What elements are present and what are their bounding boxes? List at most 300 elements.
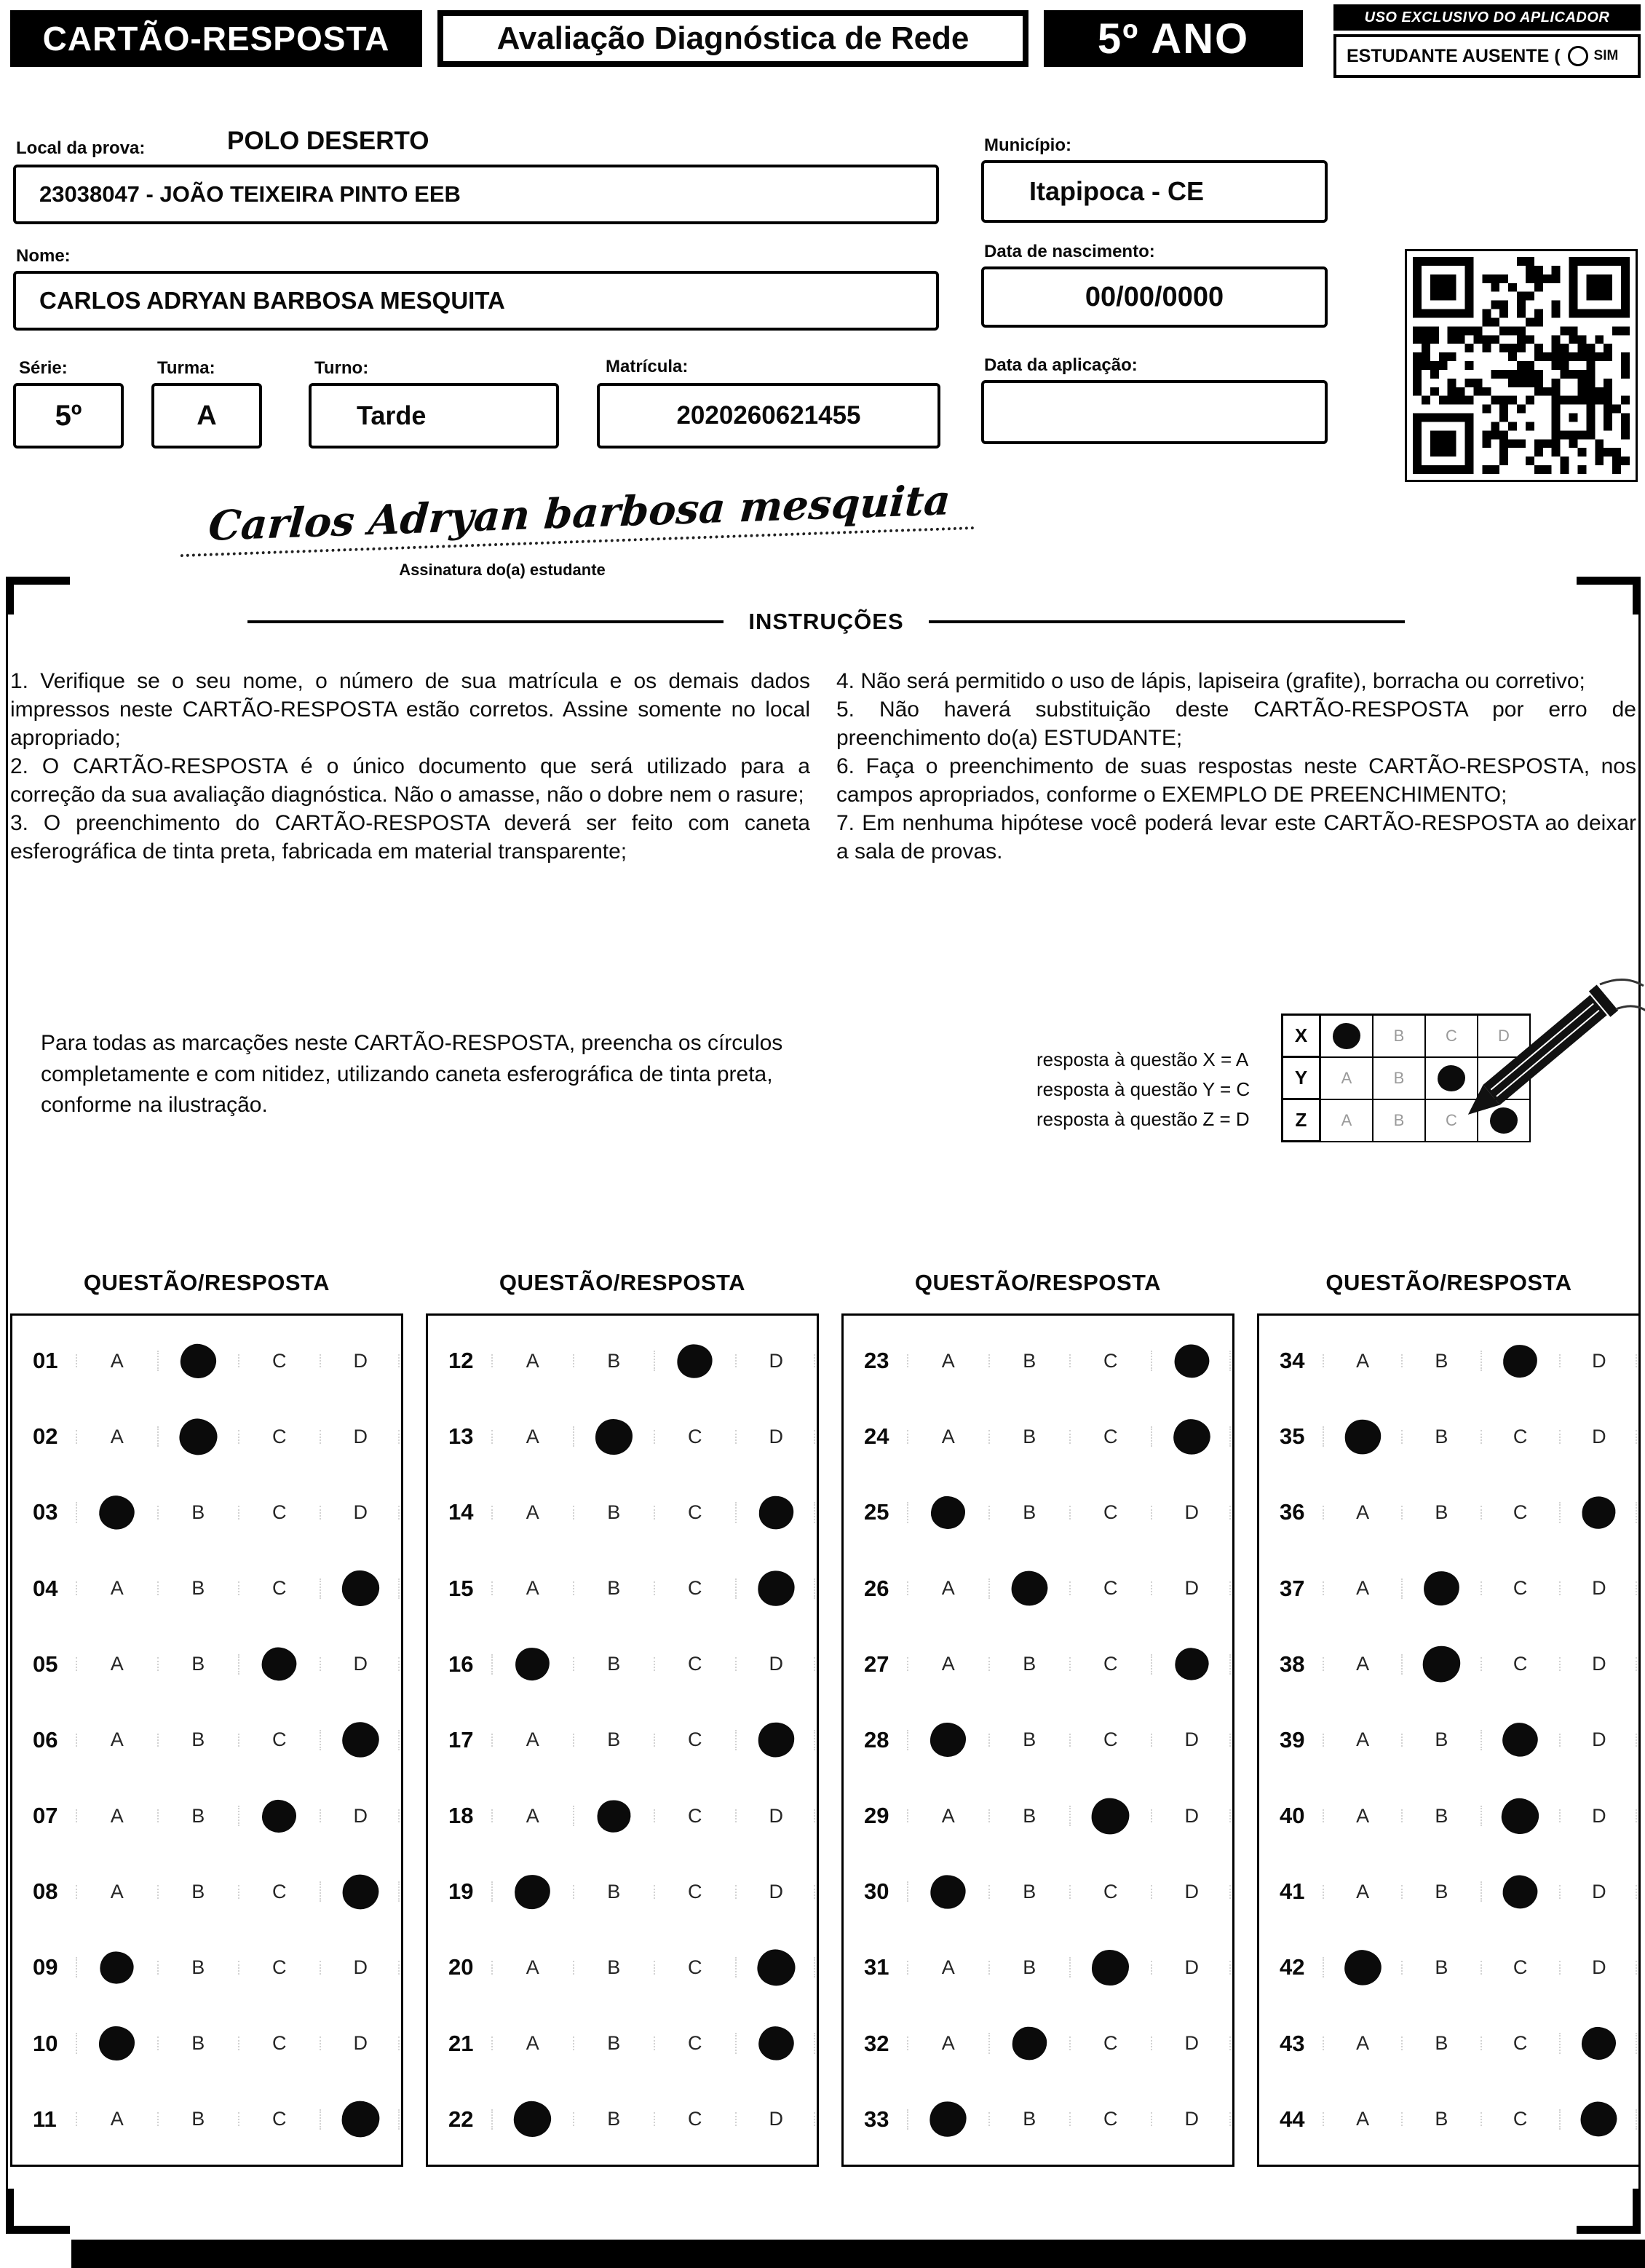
option-cell-a	[908, 1805, 989, 1828]
questao-resposta-header: QUESTÃO/RESPOSTA	[83, 1270, 330, 1295]
question-number: 08	[33, 1878, 58, 1905]
option-letter: C	[272, 1577, 287, 1600]
option-cell-c	[1481, 1956, 1560, 1979]
option-letter: B	[191, 1501, 205, 1523]
answer-row	[1259, 1402, 1638, 1471]
option-cell-c	[1070, 1881, 1152, 1903]
example-option-cell-b: B	[1374, 1016, 1426, 1058]
option-cell-c	[239, 1426, 320, 1448]
option-letter: C	[688, 1653, 702, 1675]
option-cell-b	[989, 1426, 1071, 1448]
answer-row	[12, 1477, 401, 1547]
option-cell-a	[1323, 1577, 1402, 1600]
option-cell-d	[1152, 1501, 1233, 1524]
option-cell-d	[1152, 2108, 1233, 2130]
question-number: 41	[1280, 1878, 1305, 1905]
option-letter: C	[272, 1349, 287, 1372]
question-number: 04	[33, 1575, 58, 1601]
pencil-icon	[1425, 958, 1645, 1156]
option-letter: C	[1103, 1880, 1118, 1902]
option-letter: A	[526, 1501, 539, 1523]
option-cell-a	[908, 1875, 989, 1909]
option-cell-d	[1560, 1350, 1638, 1372]
option-cell-b	[1402, 2108, 1480, 2130]
instructions-left	[10, 667, 810, 866]
turno-field: Tarde	[309, 383, 559, 449]
answer-row	[1259, 1326, 1638, 1396]
question-number: 05	[33, 1651, 58, 1677]
turno-label: Turno:	[314, 358, 369, 378]
option-cell-c	[1481, 1426, 1560, 1448]
question-number: 38	[1280, 1651, 1305, 1677]
answer-row	[428, 1705, 817, 1775]
question-number: 37	[1280, 1575, 1305, 1601]
assessment-title: Avaliação Diagnóstica de Rede	[437, 10, 1028, 67]
instructions-right	[836, 667, 1636, 866]
option-cell-d	[736, 1571, 817, 1605]
option-cell-c	[1070, 2108, 1152, 2130]
filled-bubble	[594, 1418, 633, 1456]
option-cell-a	[908, 1956, 989, 1979]
option-cell-b	[989, 1350, 1071, 1372]
filled-bubble	[1091, 1949, 1130, 1986]
option-letter: B	[1435, 2032, 1448, 2055]
question-number: 01	[33, 1348, 58, 1374]
question-number: 07	[33, 1803, 58, 1829]
option-cell-b	[1402, 1571, 1480, 1605]
option-letter: B	[1023, 1653, 1036, 1675]
option-cell-c	[1070, 2032, 1152, 2055]
student-absent-field	[1333, 34, 1641, 78]
answer-row	[428, 1781, 817, 1851]
option-cell-b	[1402, 1501, 1480, 1524]
filled-bubble	[756, 1720, 796, 1759]
filled-bubble	[755, 1947, 798, 1988]
option-cell-c	[1481, 1875, 1560, 1909]
filled-bubble	[677, 1343, 713, 1378]
filled-bubble	[930, 1875, 966, 1909]
municipio-label: Município:	[984, 135, 1071, 155]
example-option-cell-a: A	[1321, 1100, 1374, 1142]
answer-row	[12, 1629, 401, 1699]
question-number: 27	[864, 1651, 889, 1677]
option-cell-d	[736, 1495, 817, 1530]
answer-row	[428, 1554, 817, 1624]
option-cell-d	[1560, 2026, 1638, 2060]
option-cell-a	[492, 2032, 574, 2055]
option-letter: A	[941, 1577, 955, 1600]
option-letter: A	[1356, 1349, 1370, 1372]
answer-row	[844, 1705, 1232, 1775]
questao-resposta-header: QUESTÃO/RESPOSTA	[1325, 1270, 1572, 1295]
questao-resposta-header: QUESTÃO/RESPOSTA	[499, 1270, 746, 1295]
school-field: 23038047 - JOÃO TEIXEIRA PINTO EEB	[13, 165, 939, 224]
option-cell-a	[1323, 1881, 1402, 1903]
question-number: 29	[864, 1803, 889, 1829]
option-cell-c	[1070, 1350, 1152, 1372]
filled-bubble	[758, 1495, 795, 1530]
questao-resposta-header: QUESTÃO/RESPOSTA	[914, 1270, 1162, 1295]
local-da-prova-value: POLO DESERTO	[227, 127, 429, 155]
option-letter: D	[1184, 1880, 1199, 1902]
option-cell-a	[908, 1495, 989, 1530]
absent-bubble-icon	[1568, 46, 1588, 66]
example-option-cell-c: C	[1426, 1100, 1478, 1142]
option-letter: A	[110, 1349, 124, 1372]
option-letter: B	[1435, 1956, 1448, 1978]
data-nascimento-field: 00/00/0000	[981, 266, 1328, 328]
option-cell-d	[1560, 1653, 1638, 1675]
option-cell-a	[908, 1723, 989, 1757]
option-cell-d	[1152, 1956, 1233, 1979]
option-cell-a	[76, 1728, 158, 1751]
option-cell-b	[158, 1420, 239, 1454]
filled-bubble	[1092, 1798, 1130, 1834]
option-cell-b	[158, 2032, 239, 2055]
option-cell-a	[1323, 1501, 1402, 1524]
option-cell-d	[320, 1350, 402, 1372]
example-option-cell-b: B	[1374, 1058, 1426, 1100]
option-cell-d	[736, 1951, 817, 1985]
option-cell-b	[1402, 1805, 1480, 1828]
answer-row	[844, 1477, 1232, 1547]
filled-bubble	[1343, 1418, 1382, 1456]
answer-row	[428, 1629, 817, 1699]
option-letter: B	[191, 1577, 205, 1600]
option-cell-d	[1152, 1728, 1233, 1751]
example-option-cell-d: D	[1478, 1016, 1531, 1058]
option-letter: A	[526, 1425, 539, 1447]
aplicador-exclusive-bar: USO EXCLUSIVO DO APLICADOR	[1333, 4, 1641, 31]
option-cell-c	[239, 1501, 320, 1524]
turma-label: Turma:	[157, 358, 215, 378]
option-cell-c	[239, 1647, 320, 1681]
option-letter: B	[1435, 1501, 1448, 1523]
option-letter: D	[1184, 1804, 1199, 1827]
serie-label: Série:	[19, 358, 68, 378]
option-letter: D	[1184, 1956, 1199, 1978]
option-letter: B	[1023, 2108, 1036, 2130]
question-number: 28	[864, 1726, 889, 1753]
card-title: CARTÃO-RESPOSTA	[10, 10, 422, 67]
filled-bubble	[595, 1798, 633, 1834]
answer-row	[844, 1326, 1232, 1396]
option-letter: A	[110, 1577, 124, 1600]
question-number: 26	[864, 1575, 889, 1601]
filled-bubble	[1500, 1720, 1540, 1759]
option-letter: D	[353, 1349, 368, 1372]
option-cell-d	[1152, 1344, 1233, 1378]
question-number: 35	[1280, 1423, 1305, 1450]
answer-row	[844, 1629, 1232, 1699]
nome-label: Nome:	[16, 246, 71, 266]
answer-row	[12, 1705, 401, 1775]
filled-bubble	[1011, 2026, 1047, 2061]
instructions-title: INSTRUÇÕES	[748, 609, 904, 634]
question-number: 25	[864, 1499, 889, 1525]
data-aplicacao-field	[981, 380, 1328, 444]
option-cell-b	[574, 1420, 655, 1454]
option-cell-d	[320, 1956, 402, 1979]
option-cell-c	[654, 2032, 736, 2055]
matricula-field: 2020260621455	[597, 383, 940, 449]
filled-bubble	[98, 1494, 137, 1532]
option-cell-d	[1152, 1420, 1233, 1454]
question-number: 19	[448, 1878, 474, 1905]
option-cell-a	[76, 1350, 158, 1372]
corner-mark-top-right	[1577, 577, 1641, 615]
option-cell-c	[654, 1577, 736, 1600]
question-number: 22	[448, 2106, 474, 2132]
question-number: 42	[1280, 1954, 1305, 1980]
option-cell-b	[158, 2108, 239, 2130]
option-cell-a	[1323, 2032, 1402, 2055]
option-letter: B	[1023, 1425, 1036, 1447]
option-cell-b	[989, 1805, 1071, 1828]
option-cell-b	[989, 2108, 1071, 2130]
absent-option-label: SIM	[1593, 48, 1619, 63]
option-cell-a	[492, 1426, 574, 1448]
option-letter: B	[607, 2032, 621, 2055]
question-number: 06	[33, 1726, 58, 1753]
option-letter: C	[1103, 1653, 1118, 1675]
answer-row	[12, 1857, 401, 1927]
answer-row	[12, 1326, 401, 1396]
option-letter: C	[1513, 1956, 1528, 1978]
option-cell-d	[320, 1426, 402, 1448]
question-number: 20	[448, 1954, 474, 1980]
filled-bubble	[929, 2101, 968, 2138]
option-letter: D	[769, 1349, 783, 1372]
option-letter: A	[941, 1349, 955, 1372]
option-cell-d	[1560, 1805, 1638, 1828]
answer-row	[844, 1932, 1232, 2002]
option-letter: C	[1513, 2032, 1528, 2055]
question-number: 33	[864, 2106, 889, 2132]
option-letter: A	[1356, 1804, 1370, 1827]
option-letter: B	[191, 1653, 205, 1675]
answer-row	[1259, 2009, 1638, 2079]
option-letter: C	[688, 2032, 702, 2055]
option-cell-d	[1152, 2032, 1233, 2055]
fill-instruction-text: Para todas as marcações neste CARTÃO-RESPOSTA, preencha os círculos completamente e com nitidez, utilizando caneta esferográfica de tinta preta, conforme na ilustração.	[41, 1031, 783, 1118]
option-cell-b	[574, 1350, 655, 1372]
option-letter: C	[688, 1956, 702, 1978]
option-letter: D	[769, 1425, 783, 1447]
question-number: 31	[864, 1954, 889, 1980]
example-row-label: X	[1283, 1016, 1321, 1058]
answer-row	[1259, 1629, 1638, 1699]
option-letter: C	[1513, 1653, 1528, 1675]
option-letter: D	[1592, 1349, 1606, 1372]
option-cell-b	[1402, 1728, 1480, 1751]
option-cell-a	[1323, 1420, 1402, 1454]
filled-bubble	[756, 2024, 796, 2063]
option-cell-c	[654, 1956, 736, 1979]
answer-row	[844, 1857, 1232, 1927]
option-cell-c	[239, 1881, 320, 1903]
option-cell-d	[320, 1723, 402, 1757]
municipio-field: Itapipoca - CE	[981, 160, 1328, 223]
option-letter: D	[1184, 2108, 1199, 2130]
option-cell-a	[908, 1577, 989, 1600]
option-cell-c	[1481, 1577, 1560, 1600]
example-option-cell-b: B	[1374, 1100, 1426, 1142]
option-letter: C	[272, 1425, 287, 1447]
option-cell-d	[736, 2026, 817, 2060]
option-letter: A	[1356, 1880, 1370, 1902]
data-nascimento-label: Data de nascimento:	[984, 242, 1155, 261]
option-letter: C	[1513, 1425, 1528, 1447]
option-letter: C	[1513, 2108, 1528, 2130]
option-cell-a	[76, 1426, 158, 1448]
question-number: 03	[33, 1499, 58, 1525]
option-cell-b	[158, 1653, 239, 1675]
option-cell-b	[989, 1728, 1071, 1751]
option-cell-c	[1070, 1653, 1152, 1675]
option-letter: A	[110, 1804, 124, 1827]
filled-bubble	[930, 1495, 967, 1530]
filled-bubble	[1172, 1418, 1211, 1456]
answer-column	[426, 1270, 819, 2167]
option-cell-c	[239, 1577, 320, 1600]
option-letter: A	[526, 1956, 539, 1978]
option-cell-c	[1481, 1653, 1560, 1675]
option-letter: A	[941, 2032, 955, 2055]
option-cell-c	[654, 1653, 736, 1675]
option-letter: B	[1023, 1501, 1036, 1523]
option-cell-b	[989, 1571, 1071, 1605]
option-cell-c	[654, 1881, 736, 1903]
option-cell-b	[158, 1805, 239, 1828]
option-letter: A	[110, 1425, 124, 1447]
question-number: 40	[1280, 1803, 1305, 1829]
option-letter: C	[1513, 1501, 1528, 1523]
example-row-label: Z	[1283, 1100, 1321, 1142]
option-cell-b	[574, 1728, 655, 1751]
answer-row	[12, 2085, 401, 2154]
answer-row	[844, 2009, 1232, 2079]
question-number: 30	[864, 1878, 889, 1905]
option-letter: B	[1023, 1956, 1036, 1978]
option-cell-b	[574, 2032, 655, 2055]
question-number: 13	[448, 1423, 474, 1450]
option-letter: C	[1103, 2032, 1118, 2055]
option-letter: B	[1435, 1425, 1448, 1447]
filled-bubble	[1422, 1569, 1462, 1608]
option-cell-a	[76, 1653, 158, 1675]
option-cell-b	[158, 1577, 239, 1600]
answer-row	[1259, 1705, 1638, 1775]
option-cell-b	[1402, 1647, 1480, 1681]
option-cell-b	[1402, 1881, 1480, 1903]
grade-badge: 5º ANO	[1044, 10, 1303, 67]
option-cell-a	[492, 1728, 574, 1751]
option-letter: B	[607, 1653, 621, 1675]
option-letter: D	[1184, 1728, 1199, 1751]
option-cell-a	[1323, 1653, 1402, 1675]
filled-bubble	[1579, 2101, 1618, 2138]
option-cell-c	[239, 1799, 320, 1833]
option-letter: B	[607, 1956, 621, 1978]
instruction-item: 5. Não haverá substituição deste CARTÃO-RESPOSTA por erro de preenchimento do(a) ESTUDANTE;	[836, 698, 1636, 750]
option-letter: D	[1592, 1956, 1606, 1978]
option-letter: C	[688, 1425, 702, 1447]
option-letter: D	[353, 1653, 368, 1675]
option-letter: A	[110, 1880, 124, 1902]
option-cell-a	[492, 1501, 574, 1524]
filled-bubble	[930, 1723, 967, 1758]
option-cell-a	[76, 1577, 158, 1600]
option-letter: B	[1435, 1349, 1448, 1372]
option-cell-d	[1560, 1728, 1638, 1751]
question-number: 16	[448, 1651, 474, 1677]
option-letter: A	[1356, 1728, 1370, 1751]
option-letter: B	[191, 2108, 205, 2130]
option-cell-a	[1323, 1805, 1402, 1828]
question-number: 17	[448, 1726, 474, 1753]
option-cell-c	[1481, 2108, 1560, 2130]
turma-field: A	[151, 383, 262, 449]
option-cell-c	[1070, 1577, 1152, 1600]
filled-bubble	[1502, 1343, 1539, 1379]
option-letter: B	[607, 1501, 621, 1523]
option-cell-d	[320, 2102, 402, 2136]
option-letter: A	[526, 1728, 539, 1751]
answer-row	[428, 1402, 817, 1471]
option-letter: C	[272, 1880, 287, 1902]
option-cell-b	[1402, 1956, 1480, 1979]
absent-label: ESTUDANTE AUSENTE (	[1347, 45, 1561, 66]
option-cell-a	[76, 1805, 158, 1828]
qr-code-svg	[1413, 257, 1630, 474]
option-cell-d	[1560, 1577, 1638, 1600]
answer-row	[1259, 1477, 1638, 1547]
option-cell-c	[654, 1344, 736, 1378]
option-cell-d	[1560, 1956, 1638, 1979]
option-letter: D	[1592, 1653, 1606, 1675]
filled-bubble	[341, 1721, 380, 1759]
option-cell-d	[320, 1571, 402, 1605]
filled-bubble	[261, 1798, 297, 1833]
example-option-cell-a: A	[1321, 1058, 1374, 1100]
option-letter: A	[110, 2108, 124, 2130]
option-letter: C	[688, 1577, 702, 1600]
option-cell-a	[1323, 1728, 1402, 1751]
option-cell-b	[1402, 1350, 1480, 1372]
answer-row	[12, 1781, 401, 1851]
instruction-item: 4. Não será permitido o uso de lápis, lapiseira (grafite), borracha ou corretivo;	[836, 669, 1585, 693]
option-cell-c	[1481, 2032, 1560, 2055]
option-letter: A	[1356, 1501, 1370, 1523]
option-cell-b	[574, 1881, 655, 1903]
filled-bubble	[342, 1874, 379, 1910]
filled-bubble	[1420, 1643, 1463, 1685]
filled-bubble	[756, 1569, 796, 1608]
bottom-black-bar	[71, 2240, 1645, 2268]
option-cell-d	[320, 1653, 402, 1675]
question-number: 15	[448, 1575, 474, 1601]
option-cell-a	[492, 1805, 574, 1828]
signature-label: Assinatura do(a) estudante	[399, 561, 606, 579]
option-cell-b	[158, 1728, 239, 1751]
option-letter: D	[1592, 1880, 1606, 1902]
option-cell-c	[239, 1956, 320, 1979]
option-cell-a	[76, 1951, 158, 1985]
option-cell-d	[736, 1805, 817, 1828]
filled-bubble	[178, 1341, 218, 1380]
question-number: 14	[448, 1499, 474, 1525]
